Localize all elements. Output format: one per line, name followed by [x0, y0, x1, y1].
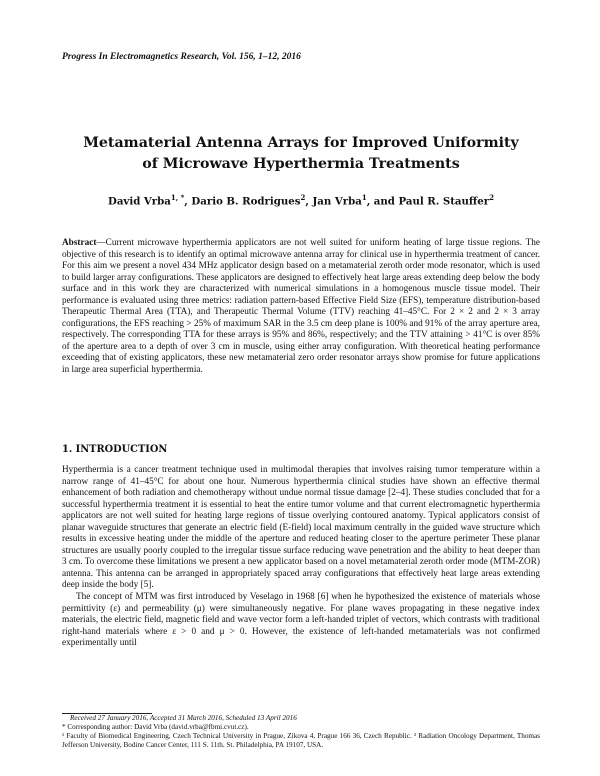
corresponding-author: * Corresponding author: David Vrba (david.vrba@fbmi.cvut.cz). — [62, 723, 249, 732]
abstract-text: —Current microwave hyperthermia applicators are not well suited for uniform heating of large tissue regions. The objective of this research is to identify an optimal microwave antenna array for clinical use in hyperthermia treatment of cancer. For this aim we present a novel 434 MHz applicator design based on a metamaterial zeroth order mode resonator, which is used to build larger array configurations. These applicators are designed to effectively heat large areas extending deep below the body surface and in this work they are characterized with numerical simulations in a homogenous muscle tissue model. Their performance is evaluated using three metrics: radiation pattern-based Effective Field Size (EFS), temperature distribution-based Therapeutic Thermal Area (TTA), and Therapeutic Thermal Volume (TTV) reaching 41–45°C. For 2 × 2 and 2 × 3 array configurations, the EFS reaching > 25% of maximum SAR in the 3.5 cm deep plane is 100% and 91% of the array aperture area, respectively. The corresponding TTA for these arrays is 95% and 86%, respectively; and the TTV attaining > 41°C is over 85% of the aperture area to a depth of over 3 cm in muscle, using either array configuration. With theoretical heating performance exceeding that of existing applicators, these new metamaterial zero order resonator arrays show promise for future applications in large area superficial hyperthermia. — [62, 238, 540, 376]
author-4-affiliation: 2 — [489, 193, 495, 202]
author-list — [62, 193, 540, 207]
footnotes — [62, 714, 540, 750]
abstract-label: Abstract — [62, 238, 97, 248]
section-body — [62, 465, 540, 650]
paragraph-1: Hyperthermia is a cancer treatment technique used in multimodal therapies that involves raising tumor temperature within a narrow range of 41–45°C for about one hour. Numerous hyperthermia clinical studies have shown an effective thermal enhancement of both radiation and chemotherapy without undue normal tissue damage [2–4]. These studies concluded that for a successful hyperthermia treatment it is essential to heat the entire tumor volume and that current electromagnetic hyperthermia applicators are not well suited for heating large regions of tissue overlying contoured anatomy. Typical applicators consist of planar waveguide structures that generate an electric field (E-field) local maximum centrally in the guided wave structure which results in excessive heating under the middle of the aperture and reduced heating closer to the aperture perimeter These planar structures are usually poorly coupled to the irregular tissue surface reducing wave penetration and the ability to heat deeper than 3 cm. To overcome these limitations we present a new applicator based on a novel metamaterial zeroth order mode (MTM-ZOR) antenna. This antenna can be arranged in appropriately spaced array configurations that effectively heat large areas extending deep inside the body [5]. — [62, 465, 540, 591]
journal-header: Progress In Electromagnetics Research, Vol. 156, 1–12, 2016 — [62, 52, 301, 62]
author-1: David Vrba — [107, 195, 171, 208]
author-separator: , and — [366, 195, 399, 208]
author-2: Dario B. Rodrigues — [191, 195, 301, 208]
author-1-affiliation: 1, * — [170, 193, 185, 202]
author-3: Jan Vrba — [312, 195, 362, 208]
abstract — [62, 238, 540, 377]
affiliations: ¹ Faculty of Biomedical Engineering, Czech Technical University in Prague, Zikova 4, Prague 166 36, Czech Republic. ² Radiation Oncology Department, Thomas Jefferson University, Bodine Cancer Center, 111 S. 11th. St. Philadelphia, PA 19107, USA. — [62, 732, 540, 750]
paragraph-2: The concept of MTM was first introduced by Veselago in 1968 [6] when he hypothesized the existence of materials whose permittivity (ε) and permeability (μ) were simultaneously negative. For plane waves propagating in these negative index materials, the electric field, magnetic field and wave vector form a left-handed triplet of vectors, which contrasts with traditional right-hand materials where ε > 0 and μ > 0. However, the existence of left-handed metamaterials was not confirmed experimentally until — [62, 592, 540, 649]
author-2-affiliation: 2 — [300, 193, 306, 202]
author-separator: , — [184, 195, 192, 208]
author-separator: , — [305, 195, 313, 208]
paper-title — [62, 133, 540, 175]
received-dates: Received 27 January 2016, Accepted 31 March 2016, Scheduled 13 April 2016 — [70, 714, 297, 722]
title-line-1: Metamaterial Antenna Arrays for Improved Uniformity — [83, 135, 519, 151]
author-3-affiliation: 1 — [361, 193, 367, 202]
section-heading: 1. INTRODUCTION — [62, 444, 168, 455]
title-line-2: of Microwave Hyperthermia Treatments — [142, 156, 460, 172]
author-4: Paul R. Stauffer — [398, 195, 490, 208]
